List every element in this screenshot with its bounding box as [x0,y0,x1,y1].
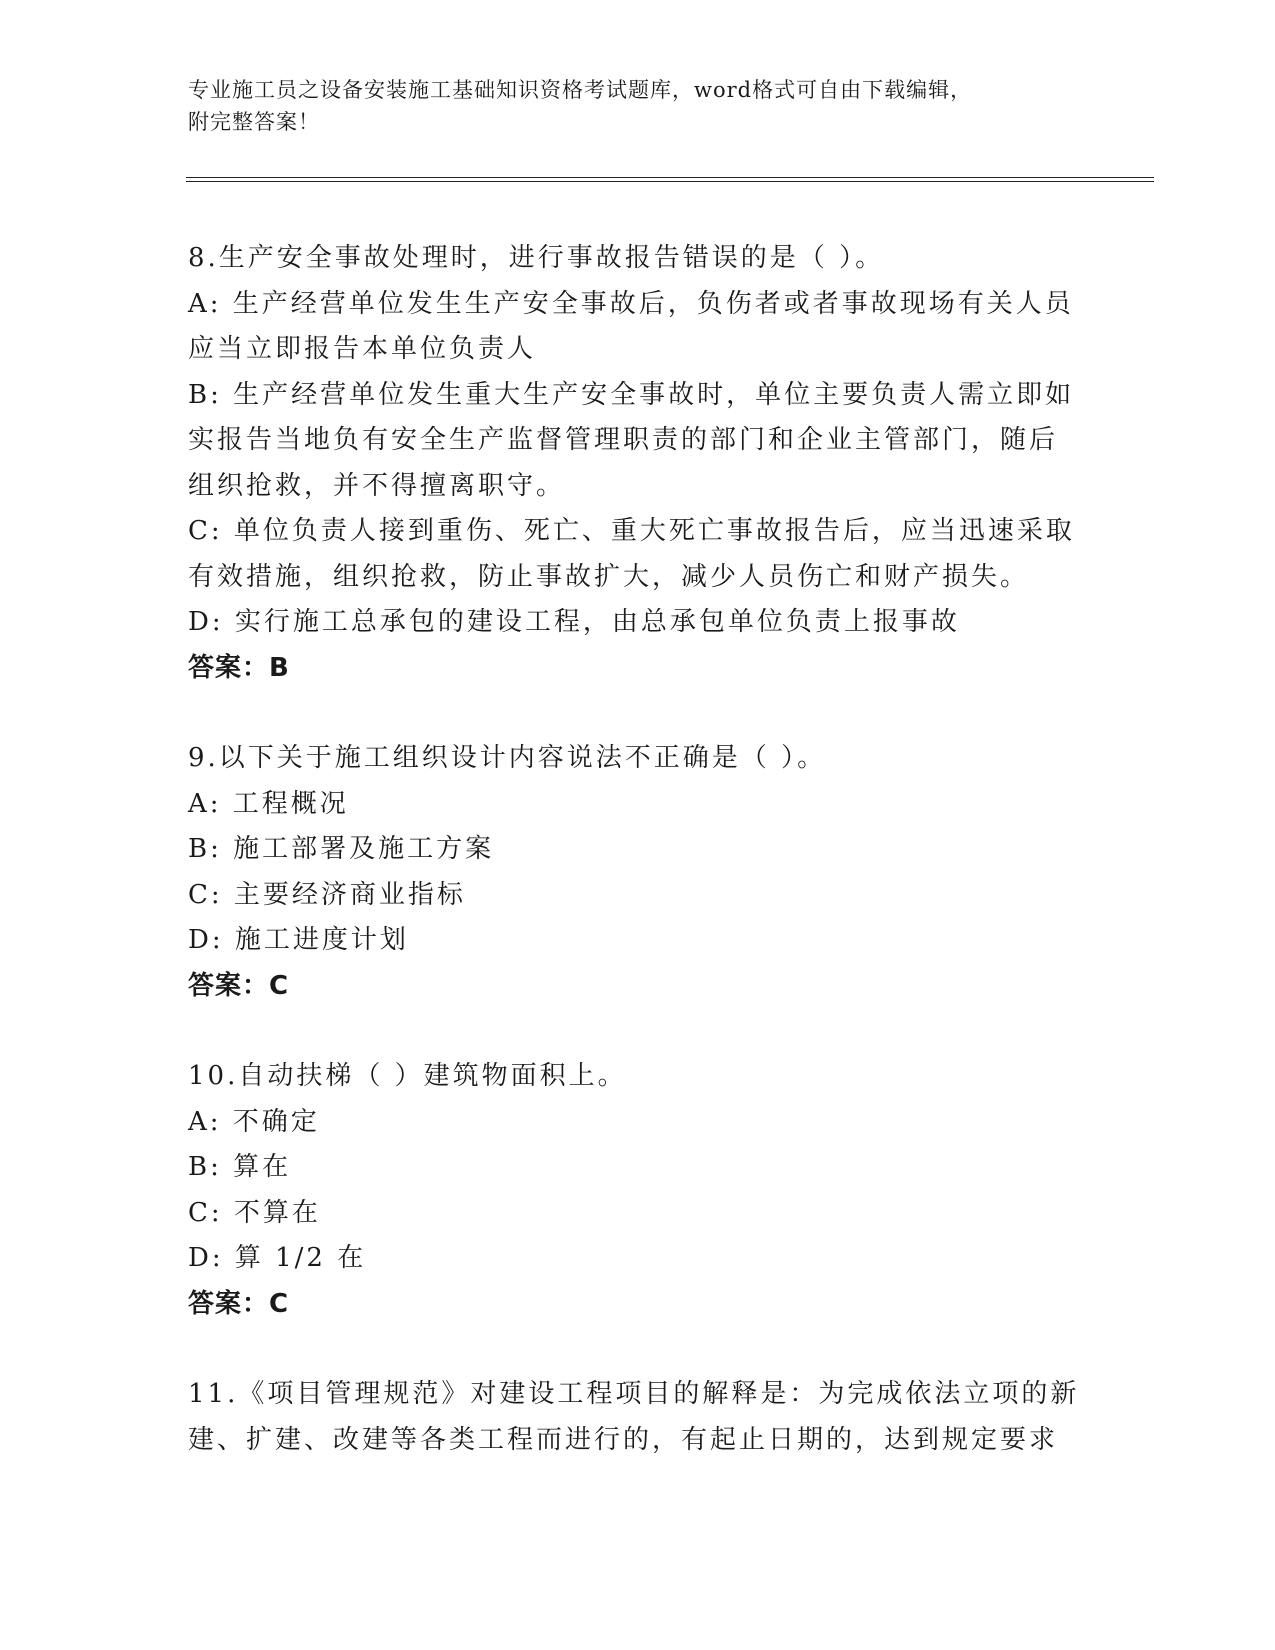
header-divider-top [186,177,1154,178]
option-d: D: 算 1/2 在 [188,1243,367,1273]
option-a: A: 不确定 [188,1106,320,1137]
option-c-line-1: C: 单位负责人接到重伤、死亡、重大死亡事故报告后，应当迅速采取 [188,516,1075,546]
option-b: B: 算在 [188,1152,292,1182]
question-10 [188,1054,1088,1327]
question-stem-line-1: 11.《项目管理规范》对建设工程项目的解释是：为完成依法立项的新 [188,1379,1080,1409]
header-line-2: 附完整答案！ [188,110,320,134]
answer-label: 答案：C [188,970,290,1001]
option-c-line-2: 有效措施，组织抢救，防止事故扩大，减少人员伤亡和财产损失。 [188,561,1030,592]
question-stem: 10.自动扶梯（ ）建筑物面积上。 [188,1061,627,1091]
option-d: D: 施工进度计划 [188,925,409,955]
question-8 [188,236,1088,691]
option-a: A: 工程概况 [188,788,349,819]
question-stem: 8.生产安全事故处理时，进行事故报告错误的是（ ）。 [188,243,885,273]
question-stem: 9.以下关于施工组织设计内容说法不正确是（ ）。 [188,743,827,773]
header-line-1: 专业施工员之设备安装施工基础知识资格考试题库，word格式可自由下载编辑， [188,78,973,102]
question-stem-line-2: 建、扩建、改建等各类工程而进行的，有起止日期的，达到规定要求 [188,1424,1059,1455]
option-a-line-1: A: 生产经营单位发生生产安全事故后，负伤者或者事故现场有关人员 [188,288,1074,319]
option-c: C: 主要经济商业指标 [188,879,466,910]
option-b-line-1: B: 生产经营单位发生重大生产安全事故时，单位主要负责人需立即如 [188,379,1075,410]
answer-label: 答案：B [188,652,290,683]
question-9 [188,736,1088,1009]
option-b-line-3: 组织抢救，并不得擅离职守。 [188,470,566,501]
option-c: C: 不算在 [188,1197,321,1228]
document-header [188,74,1068,138]
option-b-line-2: 实报告当地负有安全生产监督管理职责的部门和企业主管部门，随后 [188,425,1059,455]
header-divider-bottom [186,181,1154,182]
answer-label: 答案：C [188,1288,290,1319]
question-list [188,236,1088,1463]
option-a-line-2: 应当立即报告本单位负责人 [188,334,537,364]
option-b: B: 施工部署及施工方案 [188,834,495,864]
option-d-line-1: D: 实行施工总承包的建设工程，由总承包单位负责上报事故 [188,607,960,637]
question-11 [188,1372,1088,1463]
